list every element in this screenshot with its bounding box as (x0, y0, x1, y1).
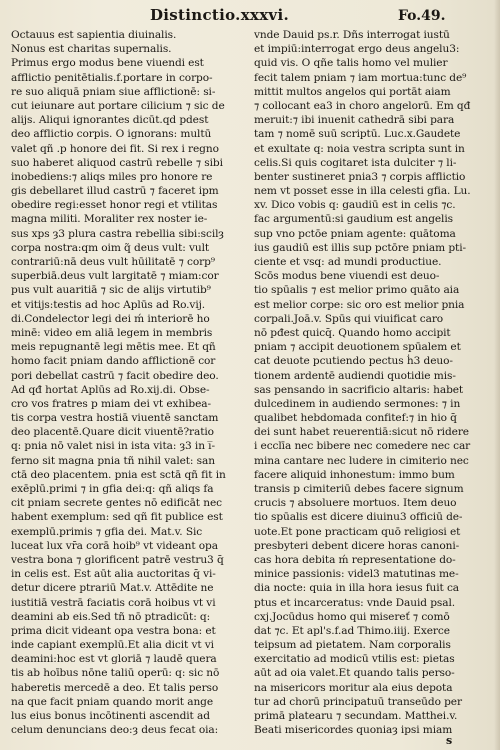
text-line: celum denuncians deo:ȝ deus fecat oia: (11, 724, 219, 737)
text-line: tio spūalis ⁊ est melior primo quāto aia (254, 284, 460, 297)
text-line: et exultate q: noia vestra scripta sunt in (254, 142, 465, 155)
text-line: tio spūalis est dicere diuinu3 officiū de- (254, 511, 463, 524)
text-line: exemplū.primis ⁊ gfia dei. Mat.v. Sic (11, 525, 203, 538)
text-line: et impiū:interrogat ergo deus angelu3: (254, 43, 460, 56)
text-line: quid vis. O qñe talis homo vel mulier (254, 57, 448, 70)
left-text-column (11, 28, 245, 737)
text-line: crucis ⁊ absoluere mortuos. Item deuo (254, 497, 457, 510)
text-line: meruit:⁊ ibi inuenit cathedrā sibi para (254, 114, 455, 127)
text-line: inobediens:⁊ aliqs miles pro honore re (11, 170, 213, 183)
folio-number: Fo.49. (398, 8, 446, 24)
text-line: cat deuote pcutiendo pectus ḣ3 deuo- (254, 355, 453, 368)
right-text-column (254, 28, 492, 737)
text-line: meis repugnantē legi mētis mee. Et qñ (11, 341, 216, 354)
text-line: transis p cimiteriū debes facere signum (254, 483, 464, 495)
text-line: dat ⁊c. Et apl's.f.ad Thimo.iiij. Exerce (254, 624, 450, 637)
text-line: haberetis mercedē a deo. Et talis perso (11, 681, 219, 694)
text-line: tis ab hoībus nōne taliū operū: q: sic nō (11, 667, 220, 680)
text-line: cas hora debita ḿ representatione do- (254, 553, 456, 566)
text-line: mittit multos angelos qui portāt aiam (254, 85, 451, 98)
text-line: deo placentē.Quare dicit viuentē?ratio (11, 426, 214, 439)
text-line: sus xps ȝ3 plura castra rebellia sibi:scilȝ (11, 227, 224, 240)
text-line: ferno sit magna pnia tñ nihil valet: san (11, 454, 215, 467)
text-line: Beati misericordes quoniaȝ ipsi miam (254, 724, 453, 737)
text-line: tam ⁊ nomē suū scriptū. Luc.x.Gaudete (254, 128, 461, 141)
text-line: dia nocte: quia in illa hora iesus fuit ca (254, 582, 460, 595)
text-line: deamini ab eis.Sed tñ nō ptradicūt: q: (11, 610, 211, 623)
text-line: benter sustineret pnia3 ⁊ corpis afflictio (254, 170, 466, 183)
text-line: homo facit pniam dando afflictionē cor (11, 355, 216, 368)
text-line: prima dicit videant opa vestra bona: et (11, 624, 216, 637)
text-line: na que facit pniam quando morit ange (11, 695, 214, 708)
text-line: habent exemplum: sed qñ fit publice est (11, 511, 223, 524)
text-line: vestra bona ⁊ glorificent patrē vestru3 q̄ (11, 553, 224, 566)
text-line: vnde Dauid ps.r. Dñs interrogat iustū (254, 29, 450, 41)
text-line: celis.Si quis cogitaret ista dulciter ⁊ li- (254, 156, 457, 169)
text-line: est melior corpe: sic oro est melior pnia (254, 298, 465, 311)
text-line: Ad qđ hortat Aplūs ad Ro.xij.di. Obse- (11, 383, 210, 396)
text-line: Scōs modus bene viuendi est deuo- (254, 270, 440, 283)
text-line: na misericors moritur ala eius depota (254, 681, 453, 694)
text-line: pus vult auaritiā ⁊ sic de alijs virtutib⁹ (11, 284, 211, 297)
text-line: mina cantare nec ludere in cimiterio nec (254, 454, 469, 467)
text-line: deamini:hoc est vt gloriā ⁊ laudē quera (11, 653, 217, 666)
text-line: nem vt posset esse in illa celesti gfia. Lu. (254, 185, 471, 198)
text-line: afflictio penitētialis.f.portare in corpo- (11, 71, 213, 84)
text-line: exercitatio ad modicū vtilis est: pietas (254, 653, 455, 666)
text-line: magna militi. Moraliter rex noster ie- (11, 213, 208, 226)
text-line: xv. Dico vobis q: gaudiū est in celis ⁊c. (254, 199, 456, 212)
text-line: suo haberet aliquod castrū rebelle ⁊ sibi (11, 156, 223, 169)
text-line: tur ad chorū principatuū transeūdo per (254, 695, 462, 708)
text-line: dulcedinem in audiendo sermones: ⁊ in (254, 397, 461, 410)
text-line: sas pensando in sacrificio altaris: habet (254, 383, 464, 396)
text-line: gis debellaret illud castrū ⁊ faceret ipm (11, 185, 219, 198)
text-line: alijs. Aliqui ignorantes dicūt.qd pdest (11, 114, 209, 127)
text-line: inde capiant exemplū.Et alia dicit vt vi (11, 639, 214, 652)
text-line: aūt ad oia valet.Et quando talis perso- (254, 667, 455, 680)
text-line: ptus et incarceratus: vnde Dauid psal. (254, 596, 456, 609)
text-line: detur dicere ptrariū Mat.v. Attēdite ne (11, 582, 214, 595)
text-line: ciente et vsq: ad mundi productiue. (254, 256, 442, 268)
text-line: lus eius bonus incōtinenti ascendit ad (11, 710, 210, 722)
text-line: uote.Et pone practicam quō religiosi et (254, 525, 461, 538)
text-line: ctā deo placentem. pnia est sctā qñ fit in (11, 468, 226, 481)
text-line: fecit talem pniam ⁊ iam mortua:tunc de⁹ (254, 71, 467, 84)
text-line: cut ieiunare aut portare cilicium ⁊ sic de (11, 99, 225, 112)
page-edge-shadow (494, 0, 500, 750)
text-line: q: pnia nō valet nisi in ista vita: ȝ3 in i̅- (11, 440, 215, 453)
text-line: nō pđest quicq̄. Quando homo accipit (254, 326, 451, 339)
text-line: contrariū:nā deus vult hūilitatē ⁊ corp⁹ (11, 256, 215, 268)
text-line: Octauus est sapientia diuinalis. (11, 29, 177, 41)
text-line: cit pniam secrete gentes nō edificāt nec (11, 497, 222, 510)
text-line: ius gaudiū est illis sup pctōre pniam pti- (254, 241, 466, 254)
text-line: obedire regi:esset honor regi et vtilitas (11, 199, 218, 212)
text-line: minice passionis: videl3 matutinas me- (254, 568, 459, 581)
text-line: iustitiā vestrā faciatis corā hoibus vt vi (11, 596, 216, 609)
text-line: cxj.Jocūdus homo qui misereť ⁊ comō (254, 610, 450, 623)
text-line: i ecclīa nec bibere nec comedere nec car (254, 440, 471, 453)
text-line: presbyteri debent dicere horas canoni- (254, 539, 460, 552)
text-line: exēplū.primi ⁊ in gfia dei:q: qñ aliqs fa (11, 483, 214, 495)
text-line: sup vno pctōe pniam agente: quātoma (254, 227, 456, 240)
text-line: Nonus est charitas supernalis. (11, 43, 172, 56)
text-line: corpali.Joā.v. Spūs qui viuificat caro (254, 312, 444, 325)
text-line: luceat lux vr̄a corā hoib⁹ vt videant opa (11, 539, 218, 552)
text-line: di.Condelector legi dei ḿ interiorē ho (11, 312, 210, 325)
text-line: ⁊ collocant ea3 in choro angelorū. Em qđ (254, 99, 471, 112)
text-line: cro vos fratres p miam dei vt exhibea- (11, 397, 211, 410)
running-head: Distinctio.xxxvi. (150, 6, 289, 24)
signature-mark: s (446, 734, 453, 747)
text-line: in celis est. Est aūt alia auctoritas q̄ vi- (11, 568, 216, 581)
text-line: teipsum ad pietatem. Nam corporalis (254, 639, 451, 652)
text-line: Primus ergo modus bene viuendi est (11, 57, 204, 70)
text-line: fac argumentū:si gaudium est angelis (254, 213, 453, 226)
text-line: deo afflictio corpis. O ignorans: multū (11, 128, 212, 141)
text-line: tis corpa vestra hostiā viuentē sanctam (11, 412, 219, 425)
text-line: pniam ⁊ accipit deuotionem spūalem et (254, 341, 461, 354)
text-line: superbiā.deus vult largitatē ⁊ miam:cor (11, 270, 219, 283)
text-line: tionem ardentē audiendi quotidie mis- (254, 369, 456, 382)
text-line: dei sunt habet reuerentiā:sicut nō ridere (254, 426, 469, 439)
text-line: corpa nostra:qm oim q̃ deus vult: vult (11, 241, 210, 254)
text-line: et vitijs:testis ad hoc Aplūs ad Ro.vij. (11, 298, 206, 311)
text-line: pori debellat castrū ⁊ facit obedire deo. (11, 369, 219, 382)
text-line: valet qñ .p honore dei fit. Si rex i regno (11, 142, 219, 155)
text-line: qualibet hebdomada confitef:⁊ in hio q̄ (254, 412, 457, 425)
text-line: facere aliquid inhonestum: immo bum (254, 468, 455, 481)
text-line: primā platearu ⁊ secundam. Matthei.v. (254, 710, 458, 722)
text-line: minē: video em aliā legem in membris (11, 326, 213, 339)
text-line: re suo aliquā pniam siue afflictionē: si- (11, 85, 216, 98)
